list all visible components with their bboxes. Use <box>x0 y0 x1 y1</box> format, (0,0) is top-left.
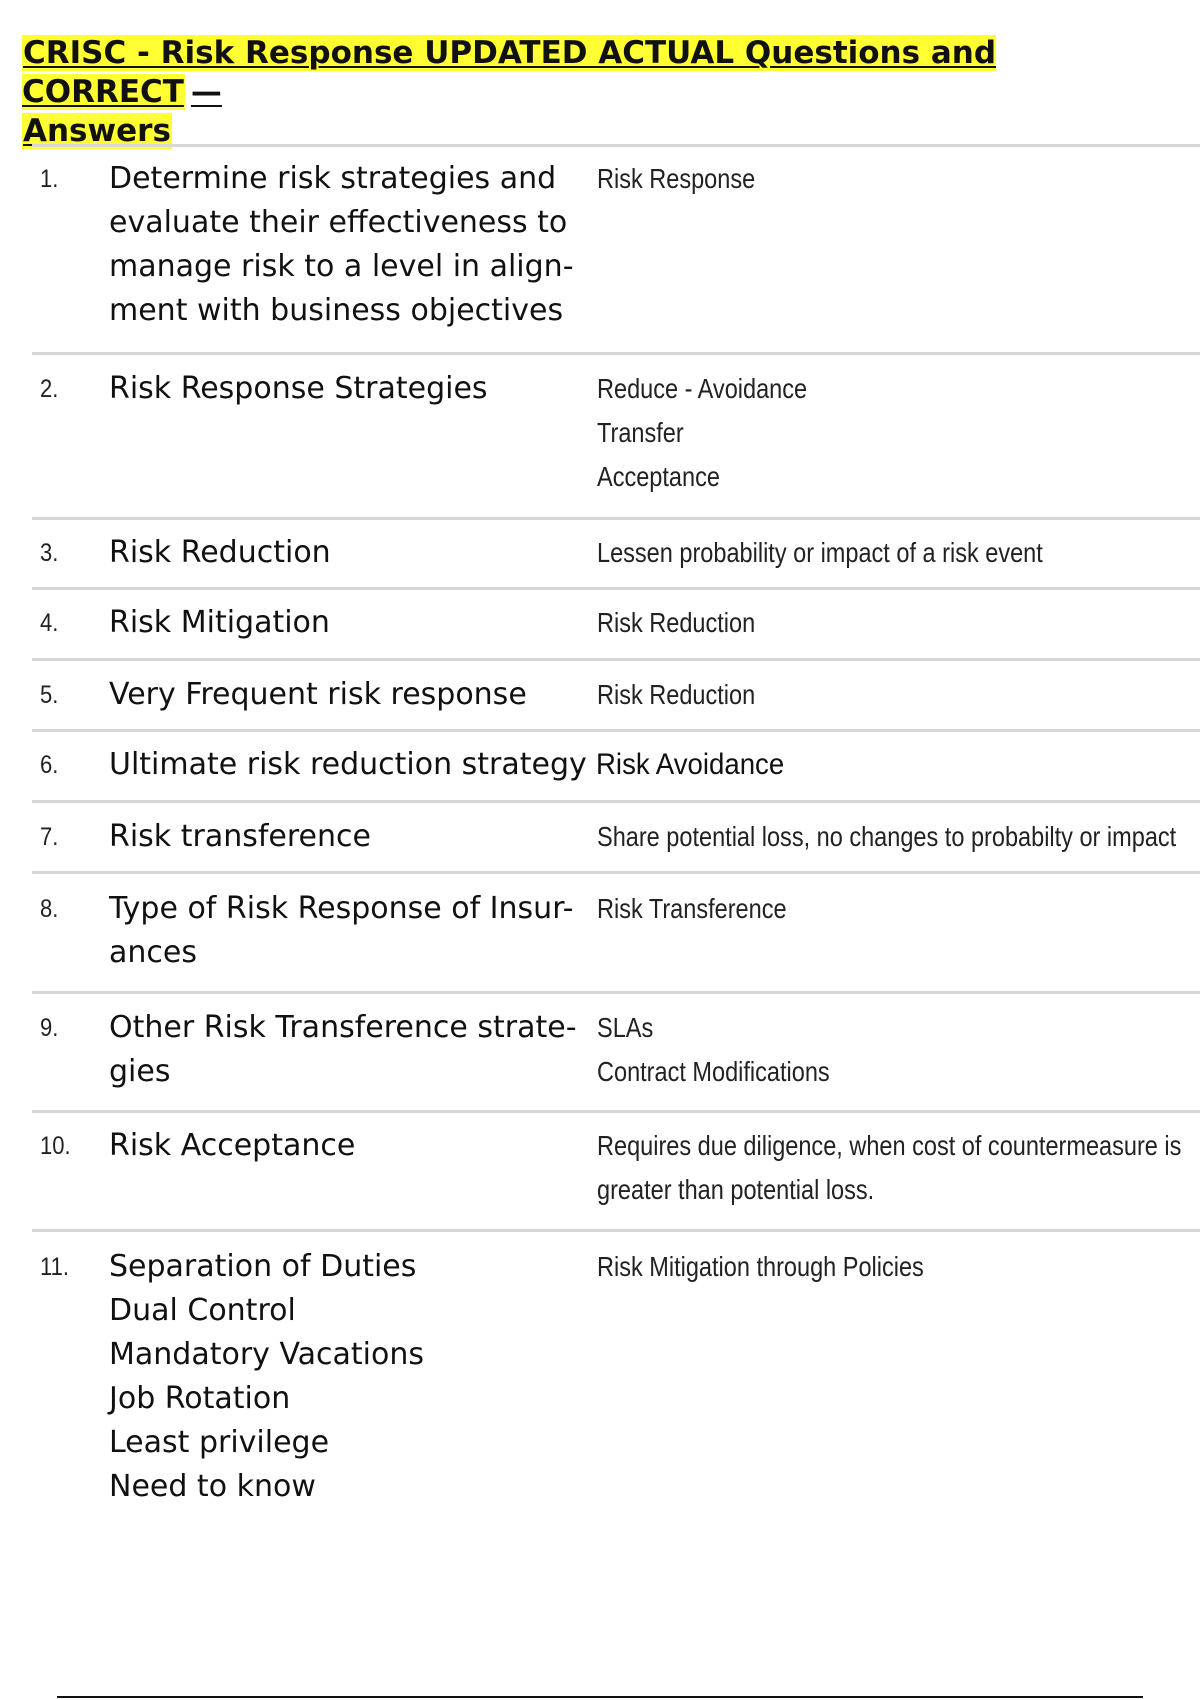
term-line: Risk Acceptance <box>109 1128 356 1163</box>
item-answer <box>597 367 1118 499</box>
answer-line: Risk Reduction <box>597 679 756 710</box>
term-line: Other Risk Transference strate- <box>109 1010 577 1045</box>
item-term: Ultimate risk reduction strategy <box>109 747 587 782</box>
item-number: 1. <box>40 165 59 193</box>
title-second-line: Answers <box>23 113 171 149</box>
title-highlighted-text: CRISC - Risk Response UPDATED ACTUAL Questions and CORRECT <box>22 35 997 110</box>
answer-line: Contract Modifications <box>597 1056 830 1087</box>
item-number: 7. <box>40 823 59 851</box>
qa-row-6 <box>32 729 1200 800</box>
item-number: 11. <box>40 1253 69 1281</box>
term-line: Separation of Duties <box>109 1249 417 1284</box>
answer-line: Risk Transference <box>597 893 787 924</box>
term-line: Determine risk strategies and <box>109 161 557 196</box>
qa-row-3 <box>32 517 1200 587</box>
term-line: Type of Risk Response of Insur- <box>109 891 574 926</box>
item-answer <box>597 887 1118 931</box>
item-term <box>109 815 609 859</box>
qa-row-5 <box>32 658 1200 729</box>
item-answer <box>597 815 1177 859</box>
qa-row-1 <box>32 144 1200 352</box>
item-answer <box>597 1006 1118 1094</box>
item-term <box>109 1124 609 1168</box>
item-number: 8. <box>40 895 59 923</box>
answer-line: Acceptance <box>597 461 720 492</box>
item-number: 9. <box>40 1014 59 1042</box>
item-number: 3. <box>40 539 59 567</box>
item-term <box>109 1006 609 1094</box>
item-answer <box>597 1245 1118 1289</box>
answer-line: Requires due diligence, when cost of countermeasure is <box>597 1130 1182 1161</box>
term-line: Least privilege <box>109 1425 330 1460</box>
item-number: 6. <box>40 751 59 779</box>
answer-line: SLAs <box>597 1012 654 1043</box>
answer-line: Risk Reduction <box>597 607 756 638</box>
item-answer <box>597 1124 1182 1212</box>
item-number: 4. <box>40 609 59 637</box>
term-line: Risk Reduction <box>109 535 331 570</box>
item-term <box>109 531 609 575</box>
term-line: Risk Response Strategies <box>109 371 488 406</box>
answer-line: Reduce - Avoidance <box>597 373 808 404</box>
item-answer <box>597 601 1118 645</box>
item-number: 10. <box>40 1132 71 1160</box>
item-answer: Risk Avoidance <box>596 748 785 781</box>
document-title <box>22 34 1142 151</box>
item-number: 5. <box>40 681 59 709</box>
term-line: ances <box>109 935 197 970</box>
term-line: Need to know <box>109 1469 316 1504</box>
answer-line: Lessen probability or impact of a risk event <box>597 537 1043 568</box>
item-term <box>109 157 609 333</box>
item-term <box>109 673 609 717</box>
qa-row-4 <box>32 587 1200 658</box>
qa-row-8 <box>32 871 1200 991</box>
title-dash: — <box>190 74 222 110</box>
item-term <box>109 367 609 411</box>
answer-line: Risk Mitigation through Policies <box>597 1251 924 1282</box>
item-answer <box>597 673 1118 717</box>
qa-row-2 <box>32 352 1200 517</box>
answer-line: greater than potential loss. <box>597 1174 875 1205</box>
term-line: manage risk to a level in align- <box>109 249 574 284</box>
term-line: Job Rotation <box>109 1381 291 1416</box>
qa-row-10 <box>32 1110 1200 1229</box>
term-line: Mandatory Vacations <box>109 1337 424 1372</box>
item-answer <box>597 157 1118 201</box>
answer-line: Share potential loss, no changes to probabilty or impact <box>597 821 1177 852</box>
item-answer <box>597 531 1118 575</box>
term-line: ment with business objectives <box>109 293 564 328</box>
item-term <box>109 601 609 645</box>
qa-list <box>32 144 1200 1529</box>
answer-line: Transfer <box>597 417 684 448</box>
term-line: gies <box>109 1054 171 1089</box>
qa-row-9 <box>32 991 1200 1110</box>
term-line: Dual Control <box>109 1293 296 1328</box>
term-line: Risk transference <box>109 819 371 854</box>
qa-row-11 <box>32 1229 1200 1529</box>
qa-row-7 <box>32 800 1200 871</box>
term-line: Risk Mitigation <box>109 605 330 640</box>
item-term <box>109 1245 609 1509</box>
term-line: Very Frequent risk response <box>109 677 527 712</box>
item-term <box>109 887 609 975</box>
item-term-and-answer <box>109 743 801 787</box>
term-line: evaluate their effectiveness to <box>109 205 568 240</box>
footer-rule <box>57 1696 1143 1698</box>
item-number: 2. <box>40 375 59 403</box>
answer-line: Risk Response <box>597 163 756 194</box>
